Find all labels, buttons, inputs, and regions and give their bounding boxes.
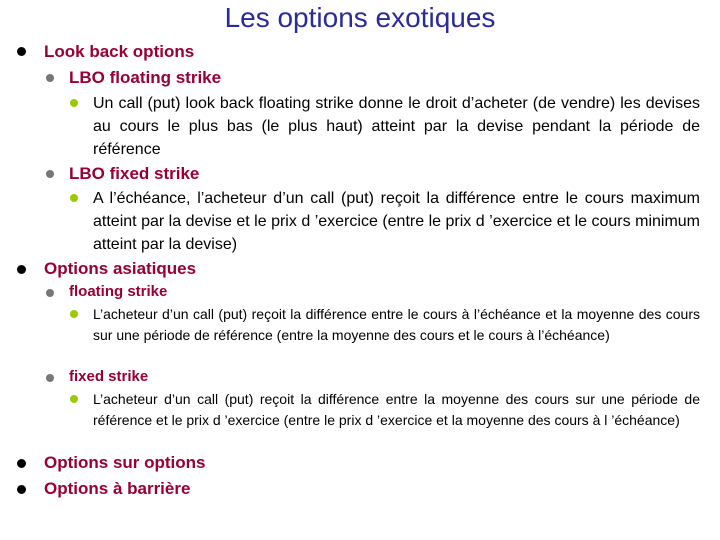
bullet-icon (17, 265, 26, 274)
bullet-icon (46, 374, 54, 382)
section-heading-options-barriere: Options à barrière (44, 479, 191, 498)
item-detail-floating-strike: L’acheteur d’un call (put) reçoit la différence entre le cours à l’échéance et la moyenne des cours sur une période de référence (entre la moyenne des cours et le cours à l’échéance) (93, 306, 700, 343)
bullet-icon (17, 47, 26, 56)
bullet-icon (70, 310, 78, 318)
bullet-icon (17, 459, 26, 468)
item-detail-lbo-fixed: A l’échéance, l’acheteur d’un call (put) reçoit la différence entre le cours maximum atteint par la devise et le prix d ’exercice (entre le prix d ’exercice et le cours minimum atteint par la devise) (93, 190, 700, 253)
bullet-icon (17, 485, 26, 494)
section-heading-options-sur-options: Options sur options (44, 453, 206, 472)
bullet-icon (70, 194, 78, 202)
bullet-icon (70, 395, 78, 403)
item-label-fixed-strike: fixed strike (69, 368, 149, 385)
item-label-lbo-fixed: LBO fixed strike (69, 164, 200, 183)
slide-title: Les options exotiques (224, 2, 496, 33)
item-detail-fixed-strike: L’acheteur d’un call (put) reçoit la différence entre la moyenne des cours sur une période de référence et le prix d ’exercice (entre le prix d ’exercice et la moyenne des cours à l ’échéance) (93, 391, 700, 428)
bullet-icon (70, 99, 78, 107)
bullet-icon (46, 74, 54, 82)
section-heading-lookback: Look back options (44, 42, 195, 61)
item-label-lbo-floating: LBO floating strike (69, 68, 222, 87)
section-heading-asiatiques: Options asiatiques (44, 259, 197, 278)
item-detail-lbo-floating: Un call (put) look back floating strike donne le droit d’acheter (de vendre) les devises au cours le plus bas (le plus haut) atteint par la devise pendant la période de référence (93, 95, 700, 158)
item-label-floating-strike: floating strike (69, 283, 168, 300)
bullet-icon (46, 170, 54, 178)
bullet-icon (46, 289, 54, 297)
